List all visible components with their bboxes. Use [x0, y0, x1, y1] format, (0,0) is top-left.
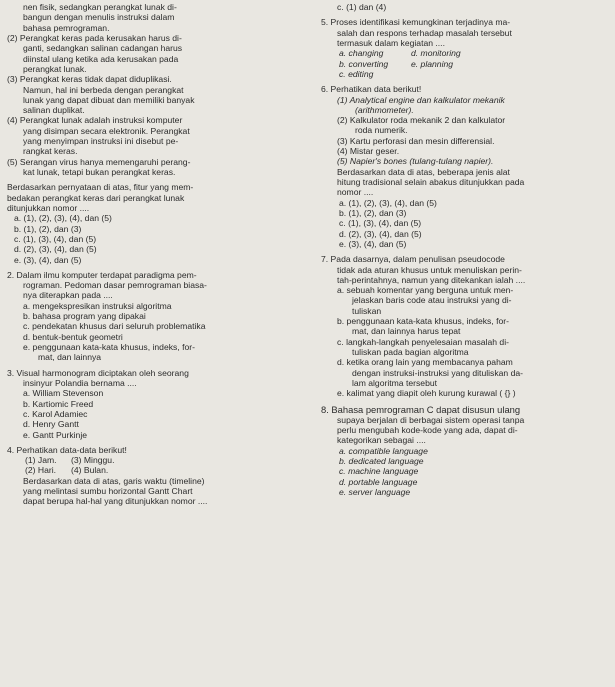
answer-option[interactable]: d. monitoring [411, 48, 461, 59]
question-stem: 8. Bahasa pemrograman C dapat disusun ulang [321, 403, 521, 415]
answer-option-cont: mat, dan lainnya harus tepat [352, 326, 461, 337]
text-line: nen fisik, sedangkan perangkat lunak di- [23, 2, 177, 12]
statement-5 [7, 157, 305, 178]
answer-option[interactable]: b. (1), (2), dan (3) [14, 223, 82, 234]
answer-option[interactable]: d. ketika orang lain yang membacanya paham [337, 357, 513, 368]
text-line: (4) Perangkat lunak adalah instruksi komputer [7, 115, 183, 126]
answer-option[interactable]: d. (2), (3), (4), dan (5) [339, 228, 422, 239]
text-line: bahasa pemrograman. [23, 22, 110, 33]
question-7 [321, 254, 609, 398]
answer-option-cont: lam algoritma tersebut [352, 377, 438, 388]
answer-option-cont: tuliskan [352, 305, 382, 316]
intro-text [7, 2, 305, 33]
answer-option[interactable]: a. sebuah komentar yang berguna untuk men- [337, 285, 514, 296]
text-line: kat lunak, tetapi bukan perangkat keras. [23, 167, 176, 177]
statement-3 [7, 74, 305, 115]
answer-option[interactable]: c. Karol Adamiec [23, 408, 88, 419]
text-line: rangkat keras. [23, 146, 78, 157]
text-line: ganti, sedangkan salinan cadangan harus [23, 43, 183, 54]
question-4 [7, 445, 305, 507]
answer-option[interactable]: a. changing [339, 48, 384, 59]
answer-option[interactable]: d. (2), (3), (4), dan (5) [14, 244, 97, 255]
statement-4 [7, 115, 305, 156]
answer-option-empty [411, 69, 481, 79]
answer-option[interactable]: b. Kartiomic Freed [23, 398, 94, 409]
question-stem: tidak ada aturan khusus untuk menuliskan perin- [337, 264, 522, 275]
question-stem: termasuk dalam kegiatan .... [337, 37, 445, 48]
question-stem: bedakan perangkat keras dari perangkat lunak [7, 192, 185, 203]
question-stem: insinyur Polandia bernama .... [23, 377, 137, 388]
answer-option[interactable]: b. dedicated language [339, 456, 424, 467]
answer-option-cont: dengan instruksi-instruksi yang dituliskan da- [352, 367, 524, 378]
answer-option[interactable]: e. (3), (4), dan (5) [339, 238, 407, 249]
text-line: (2) Perangkat keras pada kerusakan harus di- [7, 32, 182, 43]
text-line: bangun dengan menulis instruksi dalam [23, 12, 175, 23]
question-stem: supaya berjalan di berbagai sistem operasi tanpa [337, 414, 525, 425]
answer-option[interactable]: d. portable language [339, 476, 418, 487]
question-stem: Berdasarkan pernyataan di atas, fitur yang mem- [7, 182, 194, 193]
question-stem: 3. Visual harmonogram diciptakan oleh seorang [7, 367, 189, 378]
answer-option[interactable]: e. penggunaan kata-kata khusus, indeks, for- [23, 342, 195, 352]
text-line: (3) Perangkat keras tidak dapat diduplikasi. [7, 74, 172, 85]
data-item: (4) Bulan. [71, 465, 109, 476]
answer-option[interactable]: d. Henry Gantt [23, 419, 79, 430]
question-8 [321, 404, 609, 498]
data-item: (3) Minggu. [71, 455, 115, 466]
text-line: salinan duplikat. [23, 105, 85, 116]
answer-option[interactable]: c. langkah-langkah penyelesaian masalah di- [337, 336, 509, 347]
question-5 [321, 17, 609, 79]
question-stem: 6. Perhatikan data berikut! [321, 84, 422, 95]
answer-option[interactable]: c. (1) dan (4) [337, 2, 387, 12]
answer-option[interactable]: b. converting [339, 58, 389, 69]
answer-option[interactable]: d. bentuk-bentuk geometri [23, 331, 123, 342]
question-stem: 5. Proses identifikasi kemungkinan terjadinya ma- [321, 17, 511, 28]
answer-option[interactable]: a. (1), (2), (3), (4), dan (5) [339, 197, 437, 208]
right-column [321, 2, 609, 497]
question-3 [7, 368, 305, 440]
data-item: (2) Kalkulator roda mekanik 2 dan kalkulator [337, 115, 506, 126]
question-stem: rograman. Pedoman dasar pemrograman biasa- [23, 280, 207, 291]
question-stem: salah dan respons terhadap masalah tersebut [337, 27, 512, 38]
option-grid [321, 48, 609, 79]
answer-option[interactable]: c. (1), (3), (4), dan (5) [339, 218, 422, 229]
data-item: (2) Hari. [25, 465, 57, 476]
question-stem: Berdasarkan data di atas, beberapa jenis alat [337, 166, 510, 177]
question-stem: Berdasarkan data di atas, garis waktu (timeline) [23, 475, 205, 486]
question-stem: kategorikan sebagai .... [337, 435, 426, 446]
answer-option[interactable]: c. editing [339, 68, 374, 79]
answer-option[interactable]: c. (1), (3), (4), dan (5) [14, 233, 97, 244]
question-stem: 7. Pada dasarnya, dalam penulisan pseudocode [321, 254, 505, 265]
text-line: perangkat lunak. [23, 63, 87, 74]
text-line: diinstal ulang ketika ada kerusakan pada [23, 53, 179, 64]
data-item: (1) Analytical engine dan kalkulator mekanik [337, 94, 505, 105]
answer-option-cont: jelaskan baris code atau instruksi yang di- [352, 295, 512, 306]
question-1 [7, 182, 305, 265]
answer-option[interactable]: c. pendekatan khusus dari seluruh problematika [23, 321, 206, 332]
data-item: (3) Kartu perforasi dan mesin differensial. [337, 135, 495, 146]
data-item: (4) Mistar geser. [337, 146, 400, 157]
answer-option[interactable]: a. mengekspresikan instruksi algoritma [23, 300, 172, 311]
question-stem: nya diterapkan pada .... [23, 290, 113, 301]
statement-2 [7, 33, 305, 74]
answer-option-cont: mat, dan lainnya [38, 352, 102, 363]
question-stem: tah-perintahnya, namun yang ditekankan ialah .... [337, 274, 526, 285]
text-line: (5) Serangan virus hanya memengaruhi perang- [7, 156, 191, 167]
data-list [7, 455, 305, 476]
data-item: roda numerik. [355, 125, 408, 136]
question-stem: hitung tradisional selain abakus ditunjukkan pada [337, 177, 525, 187]
question-stem: yang melintasi sumbu horizontal Gantt Chart [23, 486, 193, 497]
answer-option[interactable]: e. planning [411, 58, 454, 69]
question-stem: perlu mengubah kode-kode yang ada, dapat di- [337, 425, 518, 436]
answer-option[interactable]: a. William Stevenson [23, 388, 104, 399]
answer-option[interactable]: c. machine language [339, 466, 419, 477]
text-line: yang disimpan secara elektronik. Perangkat [23, 125, 190, 136]
answer-option[interactable]: b. (1), (2), dan (3) [339, 207, 407, 218]
left-column [7, 2, 305, 507]
answer-option[interactable]: b. penggunaan kata-kata khusus, indeks, for- [337, 316, 509, 327]
question-stem: 2. Dalam ilmu komputer terdapat paradigma pem- [7, 269, 197, 280]
answer-option[interactable]: a. compatible language [339, 445, 428, 456]
answer-option[interactable]: e. kalimat yang diapit oleh kurung kurawal ( {} ) [337, 388, 516, 399]
question-stem: 4. Perhatikan data-data berikut! [7, 444, 127, 455]
question-stem: ditunjukkan nomor .... [7, 202, 90, 213]
data-item: (arithmometer). [355, 104, 414, 115]
text-line: yang menyimpan instruksi ini disebut pe- [23, 136, 179, 147]
question-2 [7, 270, 305, 363]
question-6 [321, 84, 609, 249]
answer-option[interactable]: a. (1), (2), (3), (4), dan (5) [14, 213, 112, 224]
answer-option[interactable]: e. Gantt Purkinje [23, 429, 88, 440]
data-item: (1) Jam. [25, 455, 57, 466]
data-item: (5) Napier's bones (tulang-tulang napier). [337, 156, 494, 167]
answer-option[interactable]: b. bahasa program yang dipakai [23, 311, 146, 322]
question-stem: dapat berupa hal-hal yang ditunjukkan nomor .... [23, 496, 208, 507]
question-stem: nomor .... [337, 187, 374, 198]
text-line: Namun, hal ini berbeda dengan perangkat [23, 84, 184, 95]
answer-option-cont: tuliskan pada bagian algoritma [352, 347, 469, 357]
text-line: lunak yang dapat dibuat dan memiliki banyak [23, 94, 195, 105]
answer-option[interactable]: e. server language [339, 487, 411, 498]
answer-option[interactable]: e. (3), (4), dan (5) [14, 254, 82, 265]
